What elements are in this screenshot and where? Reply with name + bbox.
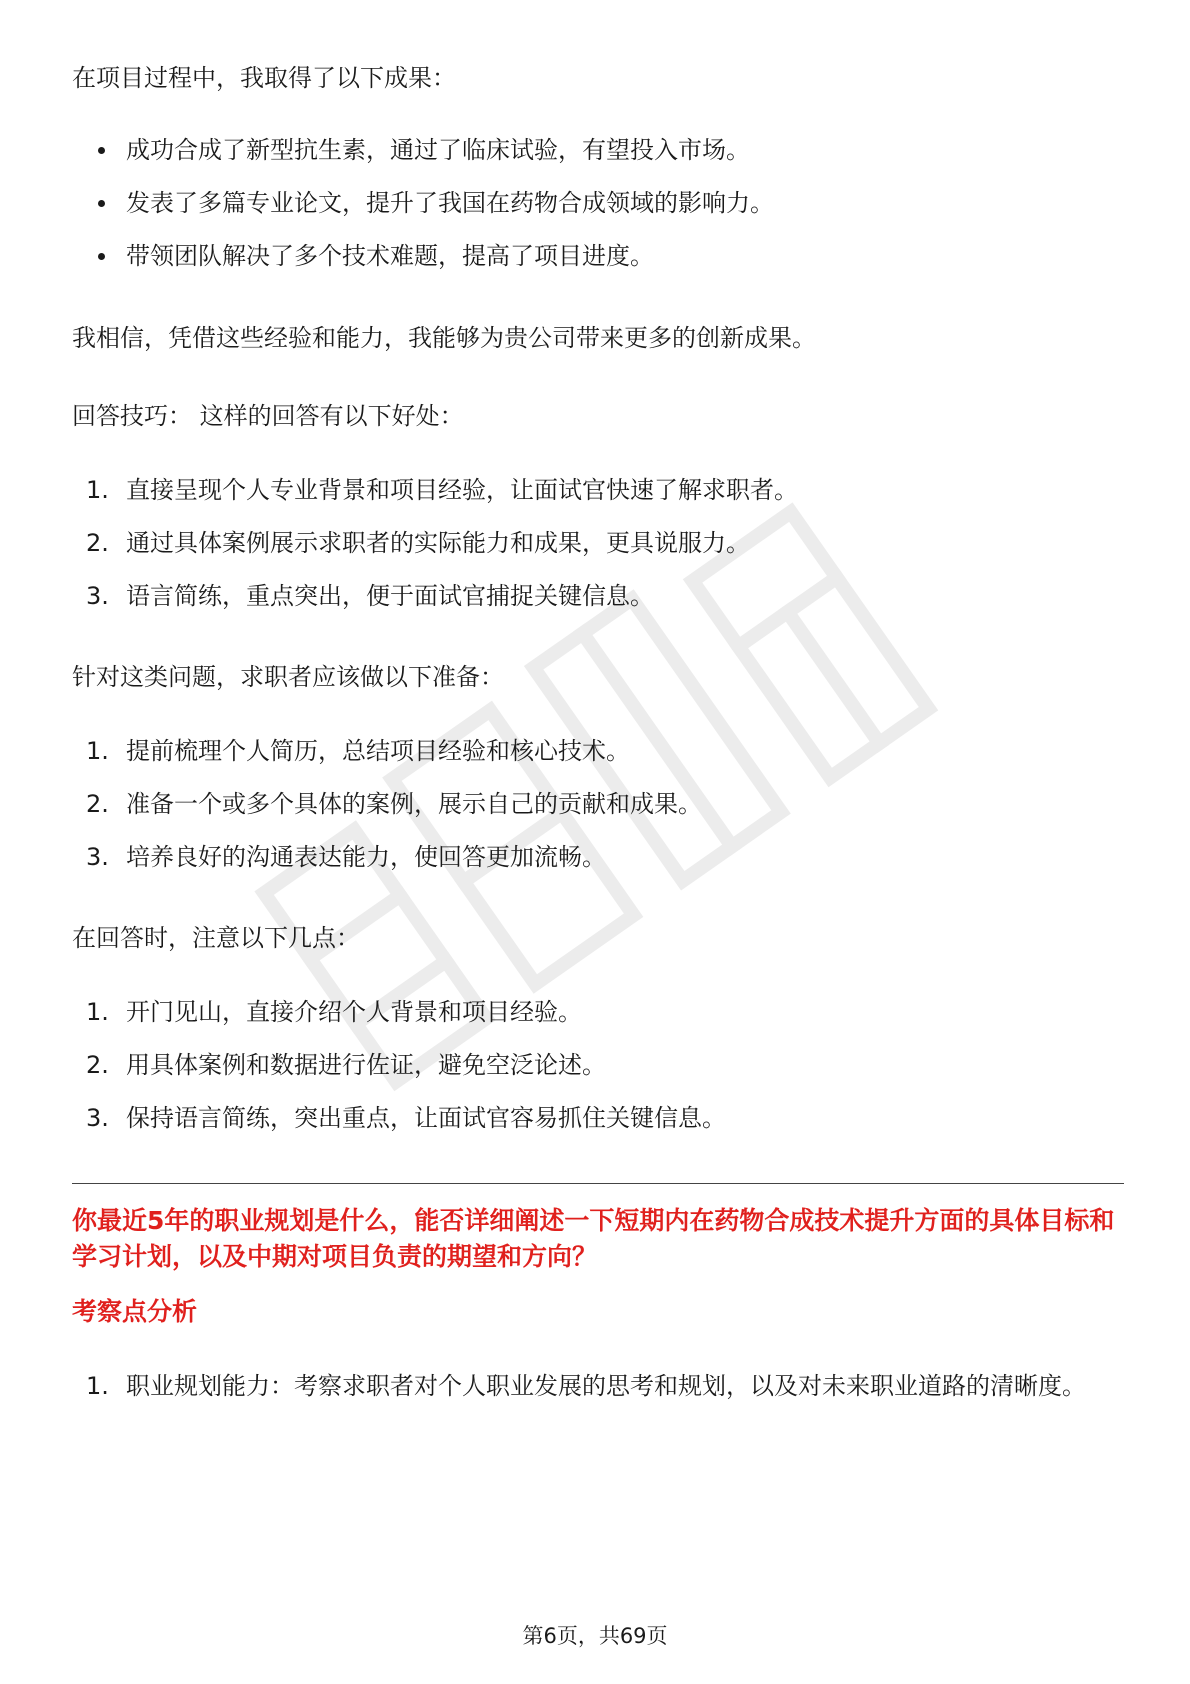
intro-paragraph: 在项目过程中，我取得了以下成果： xyxy=(72,64,456,92)
list-number: 2. xyxy=(86,790,109,818)
list-number: 2. xyxy=(86,529,109,557)
list-item-text: 开门见山，直接介绍个人背景和项目经验。 xyxy=(126,998,582,1026)
document-body xyxy=(72,60,1124,1412)
list-number: 1. xyxy=(86,476,109,504)
notes-heading: 在回答时，注意以下几点： xyxy=(72,924,360,952)
list-item-text: 职业规划能力：考察求职者对个人职业发展的思考和规划，以及对未来职业道路的清晰度。 xyxy=(126,1372,1086,1400)
list-number: 2. xyxy=(86,1051,109,1079)
list-item-text: 准备一个或多个具体的案例，展示自己的贡献和成果。 xyxy=(126,790,702,818)
list-item: 带领团队解决了多个技术难题，提高了项目进度。 xyxy=(72,238,1124,274)
tips-heading: 回答技巧： 这样的回答有以下好处： xyxy=(72,402,464,430)
list-item-text: 通过具体案例展示求职者的实际能力和成果，更具说服力。 xyxy=(126,529,750,557)
list-number: 3. xyxy=(86,843,109,871)
list-item xyxy=(72,786,1124,822)
list-item xyxy=(72,472,1124,508)
list-item xyxy=(72,525,1124,561)
analysis-list xyxy=(72,1360,1124,1412)
achievements-list xyxy=(72,132,1124,274)
list-number: 3. xyxy=(86,582,109,610)
list-item-text: 提前梳理个人简历，总结项目经验和核心技术。 xyxy=(126,737,630,765)
list-item xyxy=(72,1047,1124,1083)
list-item xyxy=(72,1100,1124,1136)
page-footer: 第6页，共69页 xyxy=(522,1624,668,1648)
list-item-text: 保持语言简练，突出重点，让面试官容易抓住关键信息。 xyxy=(126,1104,726,1132)
interview-question: 你最近5年的职业规划是什么，能否详细阐述一下短期内在药物合成技术提升方面的具体目标和学习计划，以及中期对项目负责的期望和方向？ xyxy=(72,1206,1115,1271)
list-item xyxy=(72,578,1124,614)
list-number: 3. xyxy=(86,1104,109,1132)
tips-list xyxy=(72,472,1124,614)
list-item: 成功合成了新型抗生素，通过了临床试验，有望投入市场。 xyxy=(72,132,1124,168)
prep-list xyxy=(72,733,1124,875)
belief-paragraph: 我相信，凭借这些经验和能力，我能够为贵公司带来更多的创新成果。 xyxy=(72,324,816,352)
list-number: 1. xyxy=(86,998,109,1026)
list-item: 发表了多篇专业论文，提升了我国在药物合成领域的影响力。 xyxy=(72,185,1124,221)
list-number: 1. xyxy=(86,737,109,765)
list-item-text: 语言简练，重点突出，便于面试官捕捉关键信息。 xyxy=(126,582,654,610)
list-item xyxy=(72,733,1124,769)
list-item-text: 直接呈现个人专业背景和项目经验，让面试官快速了解求职者。 xyxy=(126,476,798,504)
section-divider xyxy=(72,1183,1124,1184)
list-number: 1. xyxy=(86,1372,109,1400)
list-item-text: 培养良好的沟通表达能力，使回答更加流畅。 xyxy=(126,843,606,871)
list-item-text: 用具体案例和数据进行佐证，避免空泛论述。 xyxy=(126,1051,606,1079)
list-item xyxy=(72,1360,1124,1412)
list-item xyxy=(72,994,1124,1030)
notes-list xyxy=(72,994,1124,1136)
prep-heading: 针对这类问题，求职者应该做以下准备： xyxy=(72,663,504,691)
list-item xyxy=(72,839,1124,875)
analysis-heading: 考察点分析 xyxy=(72,1297,198,1326)
